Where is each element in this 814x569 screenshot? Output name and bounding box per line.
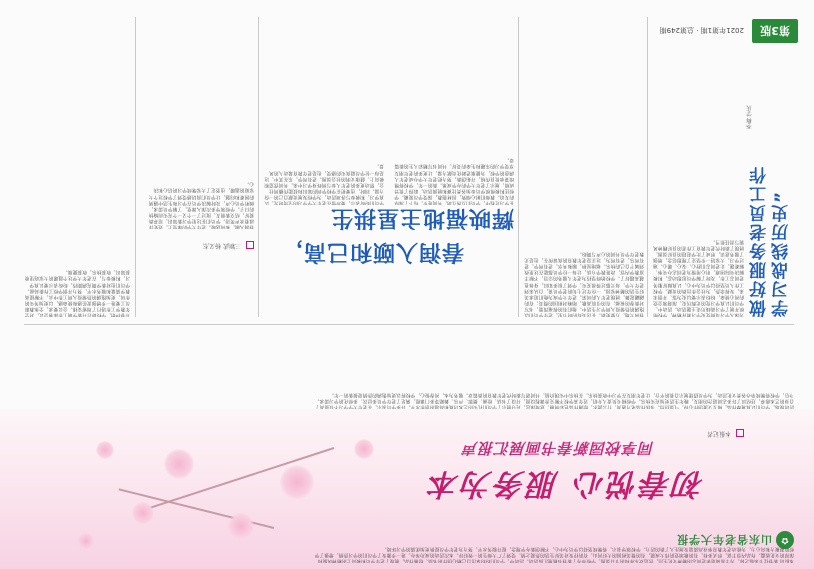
feature-subtitle: 同享校园新春书画展汇报声 <box>461 439 654 457</box>
feature-author <box>707 430 744 440</box>
article-body-text: 春润入颐，和风送暖。老年大学的课堂上，处处洋溢着欢声笑语。学员们在这里学习新知识，培养新爱好，结交新朋友，度过了一个又一个充实而愉快的日子。学校领导多次深入课堂，了解学员需求，倾听学员心声，及时解决学员在学习和生活中遇到的困难和问题，让学员们真切感受到了学校这个大家庭的温暖，也坚定了大家继续学习的信心和决心。 <box>148 181 254 229</box>
main-headline-line1: 春润入颐和己高， <box>279 239 464 264</box>
feature-body-bottom <box>314 329 794 409</box>
page-number-badge: 第3版 <box>752 19 798 43</box>
main-article-col-1 <box>524 17 644 317</box>
masthead-title: 山东省老年大学报 <box>676 533 772 546</box>
blossom-icon <box>354 439 374 459</box>
issue-info: 2021年第1期 · 总第249期 <box>659 26 744 34</box>
article-body-text: 活动现场，学员们认真观摩作品，相互交流创作心得，气氛热烈。书法作品笔力遒劲、行云流水，绘画作品色彩明丽、意境深远，充分展示了学员们扎实的艺术功底和高超的创作水平。许多学员表示，在老年大学学习不仅提高了自身的艺术修养，还结识了许多志同道合的朋友，晚年生活更加充实快乐。学校相关负责人介绍，近年来学校不断完善课程设置，开设了书法、绘画、摄影、声乐、舞蹈等多门课程，满足了老年学员多层次、多样化的学习需求。今后，学校将继续举办各类文化活动，为学员搭建展示自我的平台，让老年朋友在学习中收获快乐，在快乐中实现价值，共同谱写新时代老年教育的新篇章。服务为本，初春悦心，学校将以更加饱满的热情迎接新的一年。 <box>314 391 794 409</box>
feature-author-name: 本报记者 <box>707 430 732 437</box>
newspaper-logo-icon: ✿ <box>776 531 794 549</box>
article-body-text: 本报讯 新春佳节来临之际，为丰富离退休老同志的精神文化生活，营造欢乐祥和的节日氛围，学校举办了新春书画展汇报活动。活动中，学员们纷纷拿出自己精心创作的书法、绘画作品，展现了老年学员积极向上的精神风貌和深厚的文化底蕴。作品内容丰富，形式多样，有的歌颂党的伟大成就，有的赞美祖国的大好河山，有的抒发对美好生活的热爱之情，受到了广大师生的一致好评。本次活动的成功举办，进一步激发了学员们的学习热情，增强了学校的凝聚力和向心力，为推动老年教育事业高质量发展注入了新的活力。学校领导表示，将继续坚持以学员为中心，不断创新办学理念，提升服务水平，努力为老年学员提供更加优质的学习环境。 <box>314 545 794 563</box>
column-rule <box>258 17 259 317</box>
article-body-text: 学员们纷纷表示，要珍惜在老年大学学习的宝贵时光，认真学习，积极参与各项活动，为学校发展贡献自己的一份力量。同时，也要把在学校学到的知识和技能传播到社会，带动更多的老年人参与到终身学习中来，共同营造积极向上、健康文明的社会氛围。老有所学，乐在其中，这是每一位学员最真实的感受，也是老年教育最动人的风景。 <box>264 163 384 205</box>
blossom-icon <box>280 465 314 499</box>
blossom-icon <box>164 449 194 479</box>
main-author-name: 三颖武 杨义杰 <box>203 242 242 249</box>
section-divider <box>24 324 794 325</box>
blossom-icon <box>78 533 94 549</box>
main-article-col-5 <box>20 47 130 317</box>
article-body-text: 在学习过程中，学员们互帮互助，共同进步，结下了深厚的友谊。教师们耐心细致，因材施教，深受学员爱戴。学校还积极组织学员参加各类比赛和展演活动，取得了优异成绩，展示了老年大学的办学成果。新的一年，学校将继续秉承优良传统，开拓创新，努力把老年大学办成老年人满意的学校，为健康老龄化贡献力量，让更多的老年朋友享受学习的乐趣和生命的美好，共同书写精彩人生的新篇章。 <box>394 157 514 205</box>
author-marker-icon <box>246 242 254 250</box>
author-marker-icon <box>736 430 744 438</box>
blossom-icon <box>96 441 114 459</box>
main-article-col-4 <box>144 17 254 229</box>
column-rule <box>518 17 519 317</box>
main-article-col-3 <box>264 17 384 205</box>
feature-body-top <box>314 513 794 563</box>
side-article-title-line1: 学习战线历史” <box>772 189 792 317</box>
main-article-author <box>203 242 254 252</box>
feature-banner: 初春悦心 服务为本 <box>426 466 704 501</box>
side-article-author: 李梅 学庆 <box>747 105 753 129</box>
side-article-title-line2: 做好服务老员工作 <box>750 165 770 317</box>
article-body-text: 开春伊始，学校即召开新学期工作部署会议，对全年教学工作进行了周密安排。会议要求，全体教职员工要进一步增强责任感和使命感，以更加务实的作风、更加饱满的热情投入到工作中去，不断提高教学质量和服务水平，努力开创学校工作新局面。学员们也对新学期充满期待，纷纷表示要认真学习，积极参与，在老年大学这个温暖的大家庭里收获知识，收获快乐，收获健康。 <box>24 269 130 317</box>
column-rule <box>135 17 136 317</box>
blossom-icon <box>132 502 154 524</box>
blossom-icon <box>228 513 254 539</box>
article-body-text: 为深入学习贯彻党史学习教育精神，学校组织开展了学习战线历史主题活动。活动中，学员们认真学习党的光辉历史，深刻领会党的初心使命，纷纷表示要以史为鉴、开创未来，发挥余热，为社会作出新的贡献。学校工作人员坚持以学员为中心，认真做好服务老同志工作，及时了解学员思想动态，积极解决实际困难，用心用情为老同志办实事、解难题，让老同志们舒心、安心、暖心。通过学习，大家进一步坚定了理想信念，增强了服务意识，形成了比学赶超的良好氛围，展现了新时代老年教育工作者的良好精神风貌与责任担当。 <box>652 238 744 317</box>
main-headline-line2: 辉映福地主星拱生 <box>329 205 514 230</box>
main-article-col-2 <box>394 17 514 205</box>
article-body-text: 春回大地，万象更新。在这美好的时节里，老年学员们以饱满的热情投入到学习生活中。他们有的挥毫泼墨，书写对新春的祝福；有的引吭高歌，唱响对祖国的赞美；有的翩翩起舞，展现老年人的风采。老年大学成为他们追求美好生活的精神家园。一位年过七旬的老学员说，自从来到老年大学，每天都过得很充实，学到了很多知识，身体也越来越好了。学校始终坚持为老年人服务的宗旨，不断丰富教学内容，改进教学方法，让每一位学员都能在这里找到属于自己的快乐。福地星拱，颐和共享，老有所学，老有所乐，老有所为，这正是老年教育的真谛所在，也是无数老年学员共同的心声与期盼。 <box>524 251 644 317</box>
column-rule <box>647 17 648 317</box>
side-article-body <box>649 17 744 317</box>
